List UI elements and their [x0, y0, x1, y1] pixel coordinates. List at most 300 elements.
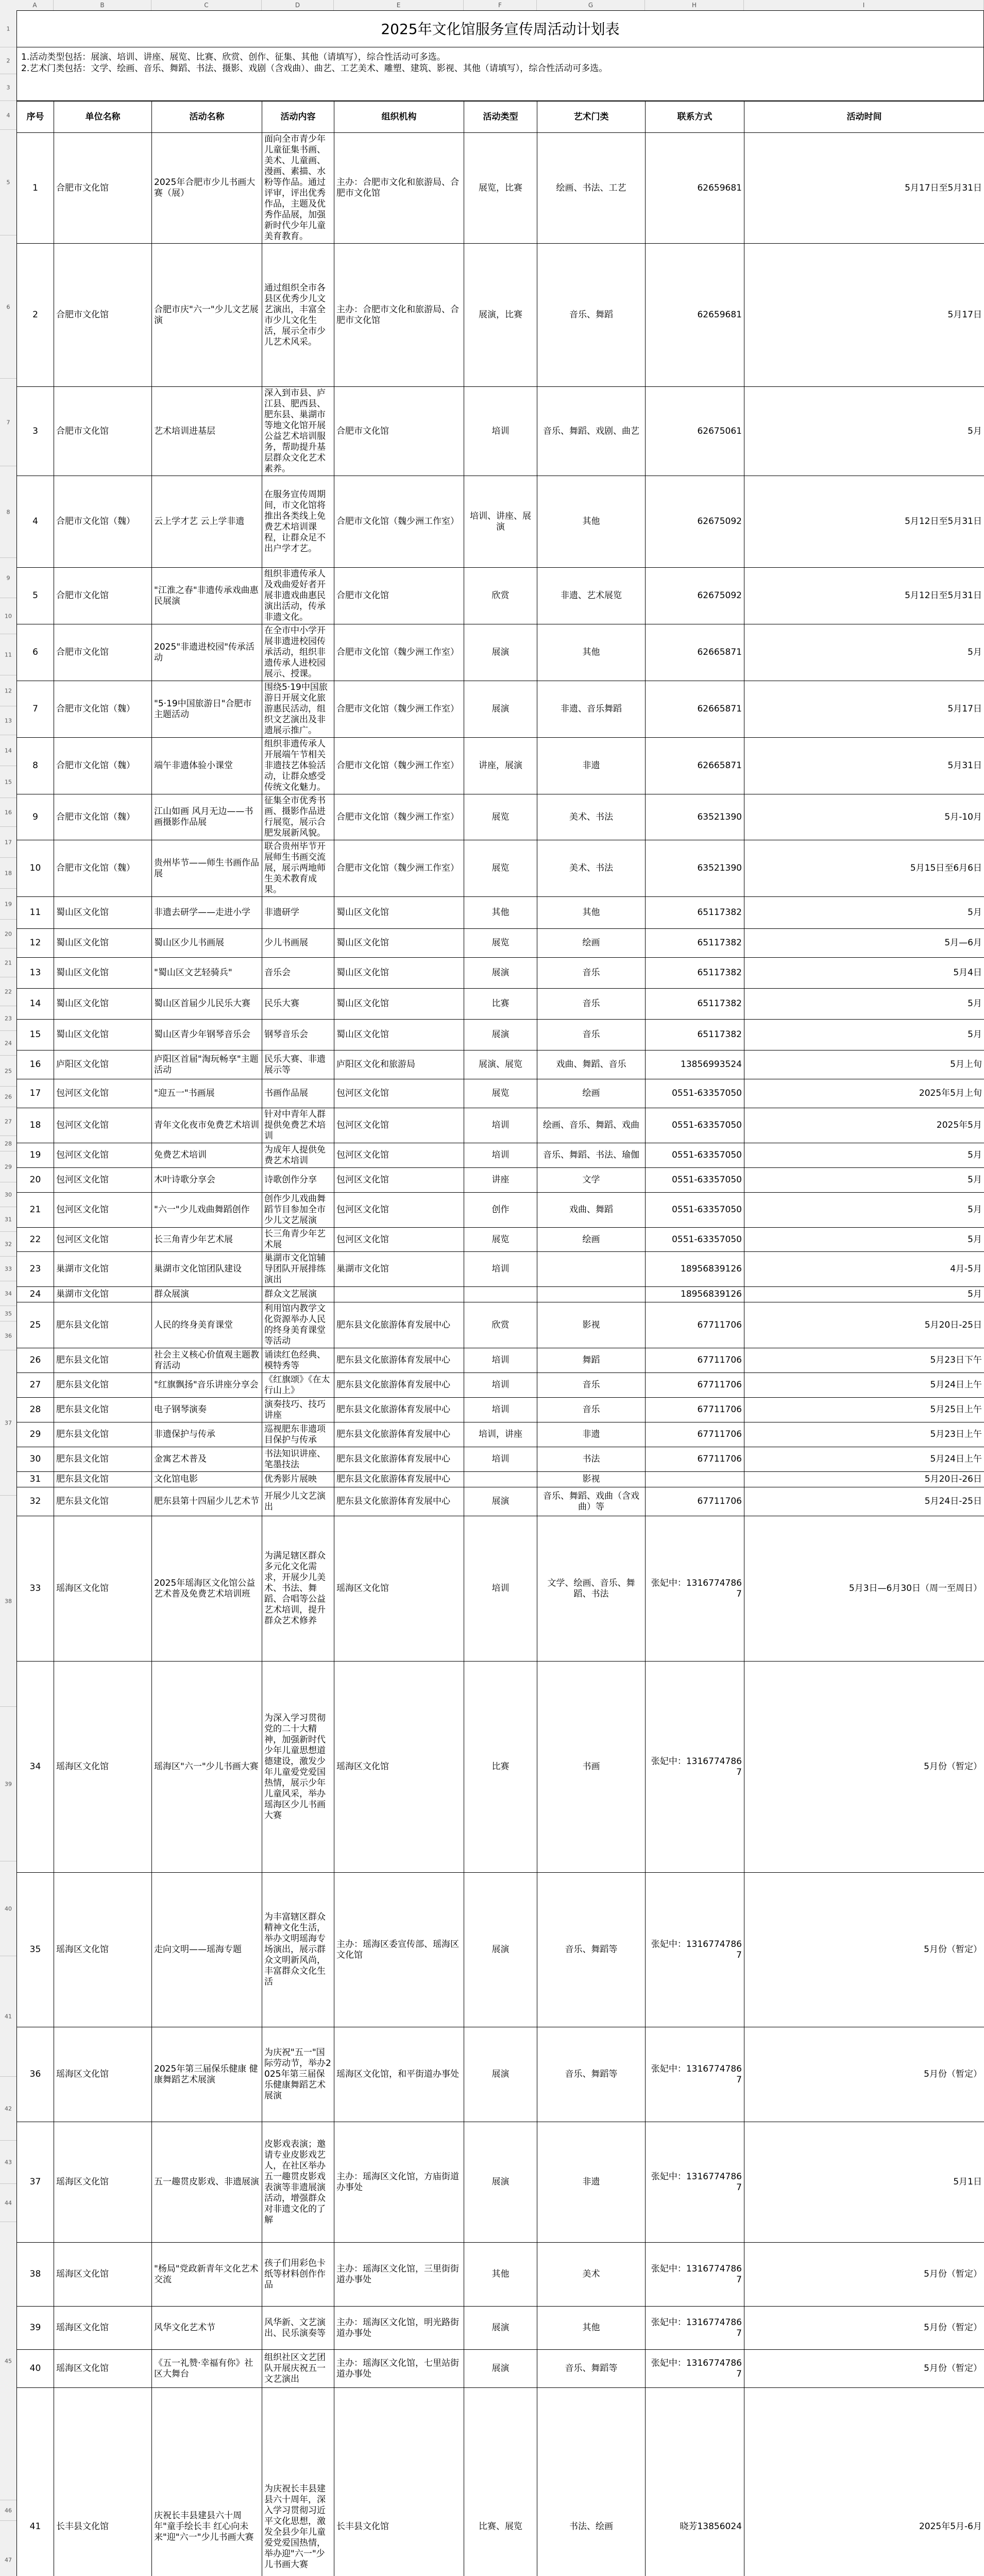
table-cell[interactable]: 5月份（暂定） [744, 1873, 984, 2027]
table-cell[interactable]: 0551-63357050 [646, 1168, 744, 1193]
table-cell[interactable]: 钢琴音乐会 [262, 1020, 334, 1050]
table-cell[interactable]: 肥东县文化馆 [54, 1348, 152, 1373]
table-cell[interactable]: 肥东县文化馆 [54, 1302, 152, 1348]
table-cell[interactable]: 诵读红色经典、模特秀等 [262, 1348, 334, 1373]
table-cell[interactable]: 67711706 [646, 1348, 744, 1373]
row-number[interactable]: 22 [0, 977, 16, 1006]
table-cell[interactable]: 文学 [537, 1168, 646, 1193]
table-cell[interactable]: 合肥市文化馆（魏） [54, 840, 152, 897]
header-cell[interactable]: 活动内容 [262, 101, 334, 133]
table-cell[interactable]: 巢湖市文化馆 [54, 1287, 152, 1302]
table-cell[interactable]: 5月20日-26日 [744, 1472, 984, 1487]
table-cell[interactable]: 2025年第三届保乐健康 健康舞蹈艺术展演 [152, 2027, 262, 2122]
row-number[interactable]: 34 [0, 1281, 16, 1306]
table-cell[interactable]: 5月25日上午 [744, 1398, 984, 1422]
table-cell[interactable]: 贵州毕节——师生书画作品展 [152, 840, 262, 897]
table-cell[interactable]: 蜀山区文化馆 [54, 989, 152, 1020]
row-number[interactable]: 28 [0, 1136, 16, 1151]
table-cell[interactable]: 0551-63357050 [646, 1143, 744, 1168]
column-letter[interactable]: B [54, 0, 151, 10]
table-cell[interactable]: 5月4日 [744, 958, 984, 989]
row-number[interactable]: 4 [0, 101, 16, 130]
table-cell[interactable]: 2025"非遗进校园"传承活动 [152, 624, 262, 681]
notes-block[interactable] [16, 47, 984, 101]
table-cell[interactable]: 5月份（暂定） [744, 2307, 984, 2350]
table-cell[interactable]: 展演 [464, 2307, 537, 2350]
table-cell[interactable]: 2 [17, 244, 54, 387]
row-number[interactable]: 43 [0, 2141, 16, 2184]
table-cell[interactable]: 音乐 [537, 1020, 646, 1050]
table-cell[interactable]: 5月份（暂定） [744, 2027, 984, 2122]
table-cell[interactable]: 音乐、舞蹈等 [537, 2027, 646, 2122]
table-cell[interactable]: 5月 [744, 989, 984, 1020]
table-cell[interactable]: 为庆祝长丰县建县六十周年，深入学习贯彻习近平文化思想，激发全县少年儿童爱党爱国热情，举办迎"六一"少儿书画大赛 [262, 2388, 334, 2576]
table-cell[interactable]: 为丰富辖区群众精神文化生活，举办文明瑶海专场演出，展示群众文明新风尚，丰富群众文化生活 [262, 1873, 334, 2027]
table-cell[interactable]: 长三角青少年艺术展 [152, 1228, 262, 1252]
table-cell[interactable]: 合肥市文化馆 [334, 387, 464, 476]
table-cell[interactable]: 长丰县文化馆 [334, 2388, 464, 2576]
header-cell[interactable]: 活动时间 [744, 101, 984, 133]
table-cell[interactable]: 4 [17, 476, 54, 568]
table-cell[interactable]: 65117382 [646, 897, 744, 929]
table-cell[interactable]: 40 [17, 2350, 54, 2388]
table-cell[interactable]: 联合贵州毕节开展师生书画交流展，展示两地师生美术教育成果。 [262, 840, 334, 897]
table-cell[interactable]: 24 [17, 1287, 54, 1302]
table-cell[interactable]: 1 [17, 133, 54, 244]
table-cell[interactable]: 18956839126 [646, 1287, 744, 1302]
table-cell[interactable] [334, 1287, 464, 1302]
table-cell[interactable]: 音乐、舞蹈 [537, 244, 646, 387]
header-cell[interactable]: 艺术门类 [537, 101, 646, 133]
table-cell[interactable]: 组织非遗传承人及戏曲爱好者开展非遗戏曲惠民演出活动，传承非遗文化。 [262, 568, 334, 624]
table-cell[interactable]: 走向文明——瑶海专题 [152, 1873, 262, 2027]
table-cell[interactable]: 征集全市优秀书画、摄影作品进行展览，展示合肥发展新风貌。 [262, 794, 334, 840]
table-cell[interactable]: 美术、书法 [537, 794, 646, 840]
table-cell[interactable]: 5月 [744, 1228, 984, 1252]
table-cell[interactable]: 展演 [464, 681, 537, 738]
table-cell[interactable]: 比赛 [464, 1662, 537, 1873]
row-number[interactable]: 20 [0, 920, 16, 948]
table-cell[interactable]: 13856993524 [646, 1050, 744, 1079]
row-number[interactable]: 11 [0, 634, 16, 675]
table-cell[interactable]: 5月24日上午 [744, 1447, 984, 1472]
table-cell[interactable]: 培训 [464, 1373, 537, 1398]
row-number[interactable]: 39 [0, 1707, 16, 1861]
table-cell[interactable]: 包河区文化馆 [334, 1143, 464, 1168]
table-cell[interactable]: 63521390 [646, 794, 744, 840]
column-letter[interactable]: E [334, 0, 464, 10]
table-cell[interactable]: 针对中青年人群提供免费艺术培训 [262, 1108, 334, 1143]
table-cell[interactable]: 5月 [744, 1020, 984, 1050]
table-cell[interactable]: 0551-63357050 [646, 1193, 744, 1228]
table-cell[interactable]: 14 [17, 989, 54, 1020]
table-cell[interactable]: 庐阳区文化馆 [54, 1050, 152, 1079]
row-number[interactable]: 9 [0, 558, 16, 598]
table-cell[interactable]: 巢湖市文化馆 [54, 1252, 152, 1287]
table-cell[interactable]: 书法 [537, 1447, 646, 1472]
table-cell[interactable]: 瑶海区文化馆 [334, 1662, 464, 1873]
table-cell[interactable]: 肥东县文化旅游体育发展中心 [334, 1373, 464, 1398]
table-cell[interactable]: 5月 [744, 387, 984, 476]
table-cell[interactable]: 5月 [744, 1193, 984, 1228]
row-number[interactable]: 38 [0, 1496, 16, 1707]
table-cell[interactable]: 音乐、舞蹈等 [537, 1873, 646, 2027]
table-cell[interactable]: 音乐 [537, 1373, 646, 1398]
row-number[interactable]: 47 [0, 2521, 16, 2576]
table-cell[interactable]: 包河区文化馆 [54, 1193, 152, 1228]
table-cell[interactable] [464, 1472, 537, 1487]
table-cell[interactable]: 围绕5·19中国旅游日开展文化旅游惠民活动，组织文艺演出及非遗展示推广。 [262, 681, 334, 738]
table-cell[interactable]: 展演 [464, 2122, 537, 2243]
table-cell[interactable]: 音乐会 [262, 958, 334, 989]
table-cell[interactable]: 培训、讲座、展演 [464, 476, 537, 568]
row-number[interactable]: 41 [0, 1956, 16, 2077]
table-cell[interactable]: 肥东县文化旅游体育发展中心 [334, 1472, 464, 1487]
column-letter[interactable]: C [151, 0, 262, 10]
table-cell[interactable]: 比赛、展览 [464, 2388, 537, 2576]
table-cell[interactable]: 5月24日-25日 [744, 1487, 984, 1516]
table-cell[interactable]: 16 [17, 1050, 54, 1079]
table-cell[interactable]: 5月—6月 [744, 929, 984, 958]
table-cell[interactable]: 5月17日 [744, 244, 984, 387]
table-cell[interactable]: 5月 [744, 624, 984, 681]
row-number[interactable]: 10 [0, 598, 16, 634]
table-cell[interactable] [464, 1287, 537, 1302]
table-cell[interactable]: 音乐、舞蹈、书法、瑜伽 [537, 1143, 646, 1168]
table-cell[interactable]: 张妃中：13167747867 [646, 1873, 744, 2027]
table-cell[interactable]: 培训 [464, 1516, 537, 1662]
table-cell[interactable]: 孩子们用彩色卡纸等材料创作作品 [262, 2243, 334, 2307]
table-cell[interactable]: 包河区文化馆 [54, 1228, 152, 1252]
table-cell[interactable]: 庐阳区首届"淘玩畅享"主题活动 [152, 1050, 262, 1079]
table-cell[interactable]: 展览 [464, 840, 537, 897]
table-cell[interactable]: 展演 [464, 1873, 537, 2027]
table-cell[interactable]: 非遗 [537, 2122, 646, 2243]
column-letter[interactable]: A [16, 0, 54, 10]
table-cell[interactable]: 少儿书画展 [262, 929, 334, 958]
table-cell[interactable]: 展演 [464, 2027, 537, 2122]
table-cell[interactable]: 非遗去研学——走进小学 [152, 897, 262, 929]
table-cell[interactable]: 端午非遗体验小课堂 [152, 738, 262, 794]
header-cell[interactable]: 活动名称 [152, 101, 262, 133]
table-cell[interactable]: 合肥市文化馆（魏少洲工作室） [334, 624, 464, 681]
table-cell[interactable]: 18956839126 [646, 1252, 744, 1287]
table-cell[interactable]: 62659681 [646, 244, 744, 387]
table-cell[interactable]: 展演 [464, 624, 537, 681]
table-cell[interactable]: 0551-63357050 [646, 1228, 744, 1252]
table-cell[interactable]: 6 [17, 624, 54, 681]
table-cell[interactable]: 肥东县文化旅游体育发展中心 [334, 1302, 464, 1348]
table-cell[interactable]: 9 [17, 794, 54, 840]
table-cell[interactable]: 19 [17, 1143, 54, 1168]
row-number[interactable]: 2 [0, 47, 16, 74]
table-cell[interactable]: 21 [17, 1193, 54, 1228]
table-cell[interactable]: 65117382 [646, 958, 744, 989]
table-cell[interactable]: 5月12日至5月31日 [744, 476, 984, 568]
table-cell[interactable]: 张妃中：13167747867 [646, 2027, 744, 2122]
table-cell[interactable]: 5月20日-25日 [744, 1302, 984, 1348]
table-cell[interactable]: 利用馆内教学文化资源举办人民的终身美育课堂等活动 [262, 1302, 334, 1348]
table-cell[interactable]: 群众文艺展演 [262, 1287, 334, 1302]
table-cell[interactable]: 合肥市文化馆（魏） [54, 738, 152, 794]
table-cell[interactable]: 67711706 [646, 1302, 744, 1348]
row-number[interactable]: 15 [0, 766, 16, 798]
table-cell[interactable] [537, 1287, 646, 1302]
table-cell[interactable]: 肥东县文化馆 [54, 1472, 152, 1487]
column-letter[interactable]: G [537, 0, 645, 10]
row-number[interactable]: 8 [0, 466, 16, 558]
table-cell[interactable]: 10 [17, 840, 54, 897]
table-cell[interactable]: 风华文化艺术节 [152, 2307, 262, 2350]
row-number[interactable]: 37 [0, 1350, 16, 1496]
table-cell[interactable]: 肥东县文化馆 [54, 1373, 152, 1398]
table-cell[interactable]: 非遗、音乐舞蹈 [537, 681, 646, 738]
table-cell[interactable]: 5月23日上午 [744, 1422, 984, 1447]
table-cell[interactable]: 5月31日 [744, 738, 984, 794]
table-cell[interactable]: 云上学才艺 云上学非遗 [152, 476, 262, 568]
table-cell[interactable]: 电子钢琴演奏 [152, 1398, 262, 1422]
table-cell[interactable]: 培训，讲座 [464, 1422, 537, 1447]
table-cell[interactable]: 绘画 [537, 1228, 646, 1252]
table-cell[interactable]: "江淮之春"非遗传承戏曲惠民展演 [152, 568, 262, 624]
table-cell[interactable]: 主办：瑶海区文化馆，明光路街道办事处 [334, 2307, 464, 2350]
table-cell[interactable]: 瑶海区文化馆 [54, 2243, 152, 2307]
table-cell[interactable]: 蜀山区文化馆 [334, 929, 464, 958]
table-cell[interactable]: 张妃中：13167747867 [646, 2350, 744, 2388]
table-cell[interactable]: 5月份（暂定） [744, 2243, 984, 2307]
table-cell[interactable]: 文学、绘画、音乐、舞蹈、书法 [537, 1516, 646, 1662]
table-cell[interactable]: 34 [17, 1662, 54, 1873]
table-cell[interactable]: 培训 [464, 387, 537, 476]
table-cell[interactable]: 民乐大赛 [262, 989, 334, 1020]
table-cell[interactable]: "红旗飘扬"音乐讲座分享会 [152, 1373, 262, 1398]
table-cell[interactable]: 书画 [537, 1662, 646, 1873]
table-cell[interactable]: 绘画、音乐、舞蹈、戏曲 [537, 1108, 646, 1143]
table-cell[interactable]: 培训 [464, 1447, 537, 1472]
table-cell[interactable]: 青年文化夜市免费艺术培训 [152, 1108, 262, 1143]
row-number[interactable]: 40 [0, 1861, 16, 1956]
table-cell[interactable]: 合肥市庆"六一"少儿文艺展演 [152, 244, 262, 387]
table-cell[interactable]: 影视 [537, 1302, 646, 1348]
table-cell[interactable]: 肥东县文化旅游体育发展中心 [334, 1487, 464, 1516]
table-cell[interactable]: 合肥市文化馆（魏少洲工作室） [334, 738, 464, 794]
table-cell[interactable]: 美术、书法 [537, 840, 646, 897]
table-cell[interactable]: 创作 [464, 1193, 537, 1228]
table-cell[interactable]: 《红旗颂》《在太行山上》 [262, 1373, 334, 1398]
table-cell[interactable]: 合肥市文化馆（魏少洲工作室） [334, 476, 464, 568]
table-cell[interactable]: 展演 [464, 958, 537, 989]
table-cell[interactable]: 瑶海区文化馆 [54, 2350, 152, 2388]
table-cell[interactable]: 绘画 [537, 929, 646, 958]
row-number[interactable]: 6 [0, 235, 16, 379]
table-cell[interactable]: 主办：合肥市文化和旅游局、合肥市文化馆 [334, 133, 464, 244]
header-cell[interactable]: 联系方式 [646, 101, 744, 133]
table-cell[interactable]: 讲座 [464, 1168, 537, 1193]
table-cell[interactable]: 包河区文化馆 [54, 1168, 152, 1193]
table-cell[interactable]: 合肥市文化馆 [54, 133, 152, 244]
table-cell[interactable]: 3 [17, 387, 54, 476]
table-cell[interactable]: 包河区文化馆 [334, 1108, 464, 1143]
table-cell[interactable]: "迎五一"书画展 [152, 1079, 262, 1108]
table-cell[interactable]: 5月 [744, 1287, 984, 1302]
table-cell[interactable]: 65117382 [646, 929, 744, 958]
table-cell[interactable]: 13 [17, 958, 54, 989]
table-cell[interactable]: 5 [17, 568, 54, 624]
row-number[interactable]: 27 [0, 1107, 16, 1136]
table-cell[interactable]: "杨局"党政新青年文化艺术交流 [152, 2243, 262, 2307]
table-cell[interactable]: 合肥市文化馆（魏少洲工作室） [334, 840, 464, 897]
row-number[interactable]: 23 [0, 1006, 16, 1031]
table-cell[interactable]: 62659681 [646, 133, 744, 244]
table-cell[interactable]: 2025年5月上旬 [744, 1079, 984, 1108]
table-cell[interactable]: 在全市中小学开展非遗进校园传承活动，组织非遗传承人进校园展示、授课。 [262, 624, 334, 681]
table-cell[interactable]: 组织社区文艺团队开展庆祝五一文艺演出 [262, 2350, 334, 2388]
table-cell[interactable]: 肥东县文化旅游体育发展中心 [334, 1398, 464, 1422]
row-number[interactable]: 42 [0, 2077, 16, 2141]
table-cell[interactable]: 18 [17, 1108, 54, 1143]
table-cell[interactable]: 讲座，展演 [464, 738, 537, 794]
table-cell[interactable]: 为庆祝"五一"国际劳动节，举办2025年第三届保乐健康舞蹈艺术展演 [262, 2027, 334, 2122]
table-cell[interactable]: 其他 [464, 897, 537, 929]
table-cell[interactable]: 展览 [464, 929, 537, 958]
header-cell[interactable]: 单位名称 [54, 101, 152, 133]
table-cell[interactable]: 瑶海区"六一"少儿书画大赛 [152, 1662, 262, 1873]
table-cell[interactable]: 江山如画 风月无边——书画摄影作品展 [152, 794, 262, 840]
table-cell[interactable]: 包河区文化馆 [334, 1079, 464, 1108]
table-cell[interactable]: 展演 [464, 1487, 537, 1516]
table-cell[interactable]: 2025年5月-6月 [744, 2388, 984, 2576]
table-cell[interactable]: 音乐、舞蹈等 [537, 2350, 646, 2388]
table-cell[interactable]: 音乐 [537, 989, 646, 1020]
table-cell[interactable]: 展演 [464, 1020, 537, 1050]
column-letter[interactable]: I [744, 0, 984, 10]
table-cell[interactable]: 5月23日下午 [744, 1348, 984, 1373]
table-cell[interactable]: 书法知识讲座、笔墨技法 [262, 1447, 334, 1472]
table-cell[interactable]: 书画作品展 [262, 1079, 334, 1108]
table-cell[interactable]: 5月上旬 [744, 1050, 984, 1079]
table-cell[interactable]: 蜀山区文化馆 [54, 929, 152, 958]
table-cell[interactable]: 蜀山区少儿书画展 [152, 929, 262, 958]
table-cell[interactable]: 巢湖市文化馆辅导团队开展排练演出 [262, 1252, 334, 1287]
table-cell[interactable]: 2025年瑶海区文化馆公益艺术普及免费艺术培训班 [152, 1516, 262, 1662]
table-cell[interactable]: 舞蹈 [537, 1348, 646, 1373]
table-cell[interactable]: 其他 [537, 2307, 646, 2350]
table-cell[interactable]: 戏曲、舞蹈、音乐 [537, 1050, 646, 1079]
table-cell[interactable]: 67711706 [646, 1373, 744, 1398]
table-cell[interactable]: 张妃中：13167747867 [646, 1516, 744, 1662]
table-cell[interactable]: 美术 [537, 2243, 646, 2307]
row-number[interactable]: 14 [0, 735, 16, 766]
row-number[interactable]: 36 [0, 1321, 16, 1350]
table-cell[interactable]: 32 [17, 1487, 54, 1516]
table-cell[interactable]: 蜀山区文化馆 [54, 897, 152, 929]
table-cell[interactable]: 蜀山区文化馆 [54, 1020, 152, 1050]
table-cell[interactable]: 7 [17, 681, 54, 738]
table-cell[interactable]: 欣赏 [464, 1302, 537, 1348]
table-cell[interactable]: 庐阳区文化和旅游局 [334, 1050, 464, 1079]
table-cell[interactable]: 31 [17, 1472, 54, 1487]
row-number[interactable]: 26 [0, 1087, 16, 1107]
table-cell[interactable]: 肥东县文化馆 [54, 1398, 152, 1422]
table-cell[interactable]: 优秀影片展映 [262, 1472, 334, 1487]
table-cell[interactable]: 67711706 [646, 1422, 744, 1447]
table-cell[interactable]: 主办：瑶海区文化馆，七里站街道办事处 [334, 2350, 464, 2388]
table-cell[interactable]: 在服务宣传周期间，市文化馆将推出各类线上免费艺术培训课程，让群众足不出户学才艺。 [262, 476, 334, 568]
table-cell[interactable]: 23 [17, 1252, 54, 1287]
table-cell[interactable]: 36 [17, 2027, 54, 2122]
table-cell[interactable]: 肥东县文化旅游体育发展中心 [334, 1447, 464, 1472]
table-cell[interactable]: 瑶海区文化馆 [54, 2307, 152, 2350]
table-cell[interactable]: 其他 [464, 2243, 537, 2307]
row-number[interactable]: 5 [0, 130, 16, 235]
table-cell[interactable]: 合肥市文化馆（魏少洲工作室） [334, 681, 464, 738]
table-cell[interactable]: 非遗保护与传承 [152, 1422, 262, 1447]
table-cell[interactable]: 0551-63357050 [646, 1079, 744, 1108]
table-cell[interactable]: 音乐、舞蹈、戏曲（含戏曲）等 [537, 1487, 646, 1516]
table-cell[interactable]: 37 [17, 2122, 54, 2243]
table-cell[interactable]: 蜀山区青少年钢琴音乐会 [152, 1020, 262, 1050]
table-cell[interactable]: 包河区文化馆 [334, 1168, 464, 1193]
table-cell[interactable]: 12 [17, 929, 54, 958]
table-cell[interactable]: 非遗、艺术展览 [537, 568, 646, 624]
table-cell[interactable]: 群众展演 [152, 1287, 262, 1302]
table-cell[interactable]: 62665871 [646, 738, 744, 794]
table-cell[interactable]: 诗歌创作分享 [262, 1168, 334, 1193]
table-cell[interactable]: 组织非遗传承人开展端午节相关非遗技艺体验活动，让群众感受传统文化魅力。 [262, 738, 334, 794]
table-cell[interactable]: 65117382 [646, 1020, 744, 1050]
table-cell[interactable]: 2025年合肥市少儿书画大赛（展） [152, 133, 262, 244]
column-letter[interactable]: D [262, 0, 334, 10]
table-cell[interactable]: 合肥市文化馆 [54, 568, 152, 624]
table-cell[interactable]: 62665871 [646, 681, 744, 738]
table-cell[interactable]: 合肥市文化馆 [54, 624, 152, 681]
table-cell[interactable]: 62675092 [646, 476, 744, 568]
header-cell[interactable]: 活动类型 [464, 101, 537, 133]
row-number[interactable]: 1 [0, 10, 16, 47]
row-number[interactable]: 13 [0, 706, 16, 735]
table-cell[interactable]: 29 [17, 1422, 54, 1447]
table-cell[interactable]: 肥东县文化旅游体育发展中心 [334, 1422, 464, 1447]
table-cell[interactable]: 63521390 [646, 840, 744, 897]
table-cell[interactable]: 5月24日上午 [744, 1373, 984, 1398]
table-cell[interactable]: 面向全市青少年儿童征集书画、美术、儿童画、漫画、素描、水粉等作品。通过评审，评出优秀作品，主题及优秀作品展，加强新时代少年儿童美育教育。 [262, 133, 334, 244]
table-cell[interactable]: 其他 [537, 624, 646, 681]
table-cell[interactable]: 包河区文化馆 [54, 1143, 152, 1168]
table-cell[interactable]: 蜀山区文化馆 [334, 897, 464, 929]
table-cell[interactable]: 41 [17, 2388, 54, 2576]
table-cell[interactable]: 肥东县文化旅游体育发展中心 [334, 1348, 464, 1373]
row-number[interactable]: 17 [0, 827, 16, 858]
table-cell[interactable]: 木叶诗歌分享会 [152, 1168, 262, 1193]
table-cell[interactable]: 展演，比赛 [464, 244, 537, 387]
table-cell[interactable]: 《五一礼赞·幸福有你》社区大舞台 [152, 2350, 262, 2388]
table-cell[interactable] [537, 1252, 646, 1287]
table-cell[interactable]: 28 [17, 1398, 54, 1422]
sheet-title[interactable]: 2025年文化馆服务宣传周活动计划表 [16, 10, 984, 47]
row-number[interactable]: 16 [0, 798, 16, 827]
table-cell[interactable]: 合肥市文化馆（魏） [54, 794, 152, 840]
table-cell[interactable]: 长三角青少年艺术展 [262, 1228, 334, 1252]
table-cell[interactable]: 5月17日至5月31日 [744, 133, 984, 244]
table-cell[interactable]: 开展少儿文艺演出 [262, 1487, 334, 1516]
table-cell[interactable]: 培训 [464, 1348, 537, 1373]
table-cell[interactable]: 巡视肥东非遗项目保护与传承 [262, 1422, 334, 1447]
table-cell[interactable]: 26 [17, 1348, 54, 1373]
table-cell[interactable]: 5月17日 [744, 681, 984, 738]
table-cell[interactable]: 5月-10月 [744, 794, 984, 840]
table-cell[interactable]: 通过组织全市各县区优秀少儿文艺演出，丰富全市少儿文化生活，展示全市少儿艺术风采。 [262, 244, 334, 387]
table-cell[interactable]: 瑶海区文化馆 [54, 2027, 152, 2122]
